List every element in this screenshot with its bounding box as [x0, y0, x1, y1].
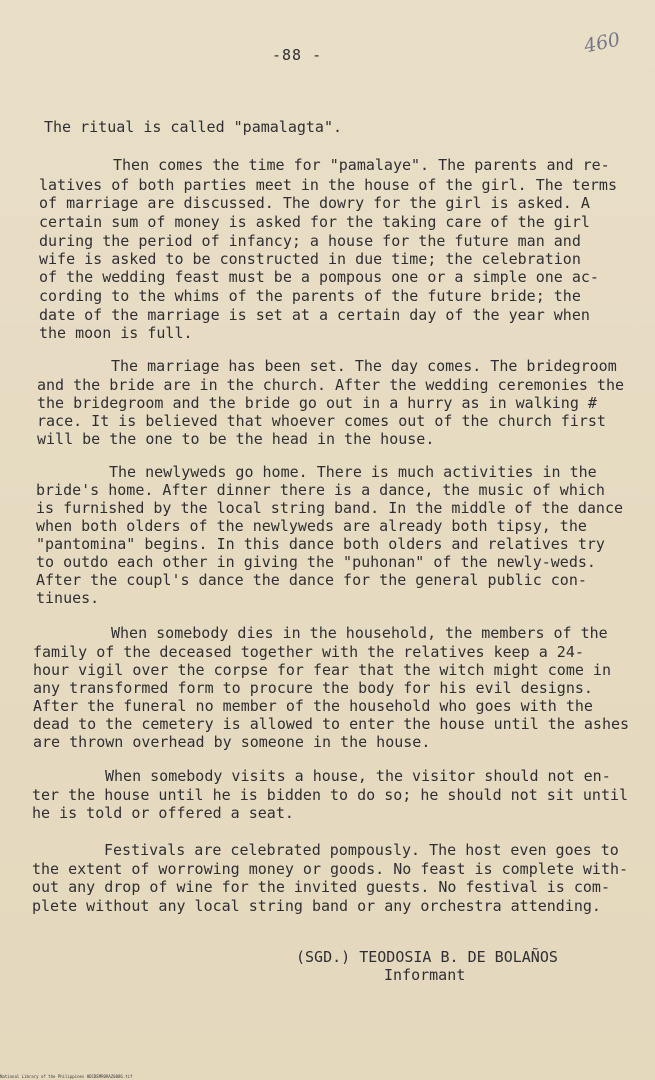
body-line: certain sum of money is asked for the taking care of the girl — [39, 213, 590, 231]
body-line: date of the marriage is set at a certain day of the year when — [39, 306, 590, 324]
body-line: The marriage has been set. The day comes. The bridegroom — [111, 357, 617, 375]
body-line: plete without any local string band or any orchestra attending. — [32, 897, 601, 915]
signature-role: Informant — [384, 966, 466, 984]
body-line: When somebody dies in the household, the members of the — [111, 624, 608, 642]
body-line: After the coupl's dance the dance for the general public con- — [36, 571, 587, 589]
body-line: and the bride are in the church. After the wedding ceremonies the — [37, 376, 624, 394]
body-line: After the funeral no member of the household who goes with the — [33, 697, 593, 715]
body-line: of the wedding feast must be a pompous one or a simple one ac- — [39, 268, 599, 286]
body-line: will be the one to be the head in the house. — [37, 430, 435, 448]
handwritten-page-note: 460 — [582, 28, 623, 58]
body-line: the bridegroom and the bride go out in a hurry as in walking # — [37, 394, 597, 412]
body-line: hour vigil over the corpse for fear that the witch might come in — [33, 661, 611, 679]
body-line: out any drop of wine for the invited guests. No festival is com- — [32, 878, 610, 896]
body-line: wife is asked to be constructed in due time; the celebration — [39, 250, 581, 268]
body-line: cording to the whims of the parents of the future bride; the — [39, 287, 581, 305]
body-line: any transformed form to procure the body for his evil designs. — [33, 679, 593, 697]
body-line: family of the deceased together with the relatives keep a 24- — [33, 643, 584, 661]
body-line: race. It is believed that whoever comes out of the church first — [37, 412, 606, 430]
body-line: Festivals are celebrated pompously. The host even goes to — [104, 841, 619, 859]
body-line: he is told or offered a seat. — [32, 804, 294, 822]
body-line: "pantomina" begins. In this dance both olders and relatives try — [36, 535, 605, 553]
signature-name: (SGD.) TEODOSIA B. DE BOLAÑOS — [296, 948, 558, 966]
body-line: when both olders of the newlyweds are already both tipsy, the — [36, 517, 587, 535]
body-line: latives of both parties meet in the house of the girl. The terms — [39, 176, 617, 194]
body-line: are thrown overhead by someone in the house. — [33, 733, 431, 751]
body-line: during the period of infancy; a house for the future man and — [39, 232, 581, 250]
body-line: When somebody visits a house, the visitor should not en- — [105, 767, 611, 785]
body-line: the extent of worrowing money or goods. No feast is complete with- — [32, 860, 629, 878]
archive-footer: National Library of the Philippines HDCBEMR0RAZ0086.tif — [0, 1074, 133, 1079]
body-line: of marriage are discussed. The dowry for the girl is asked. A — [39, 194, 590, 212]
body-line: tinues. — [36, 589, 100, 607]
page-number: -88 - — [272, 46, 323, 64]
body-line: to outdo each other in giving the "puhonan" of the newly-weds. — [36, 553, 596, 571]
body-line: is furnished by the local string band. In the middle of the dance — [36, 499, 623, 517]
body-line: dead to the cemetery is allowed to enter the house until the ashes — [33, 715, 630, 733]
body-line: The ritual is called "pamalagta". — [44, 118, 343, 136]
body-line: the moon is full. — [39, 324, 193, 342]
body-line: The newlyweds go home. There is much activities in the — [109, 463, 597, 481]
body-line: Then comes the time for "pamalaye". The parents and re- — [113, 156, 610, 174]
body-line: ter the house until he is bidden to do so; he should not sit until — [32, 786, 629, 804]
body-line: bride's home. After dinner there is a dance, the music of which — [36, 481, 605, 499]
